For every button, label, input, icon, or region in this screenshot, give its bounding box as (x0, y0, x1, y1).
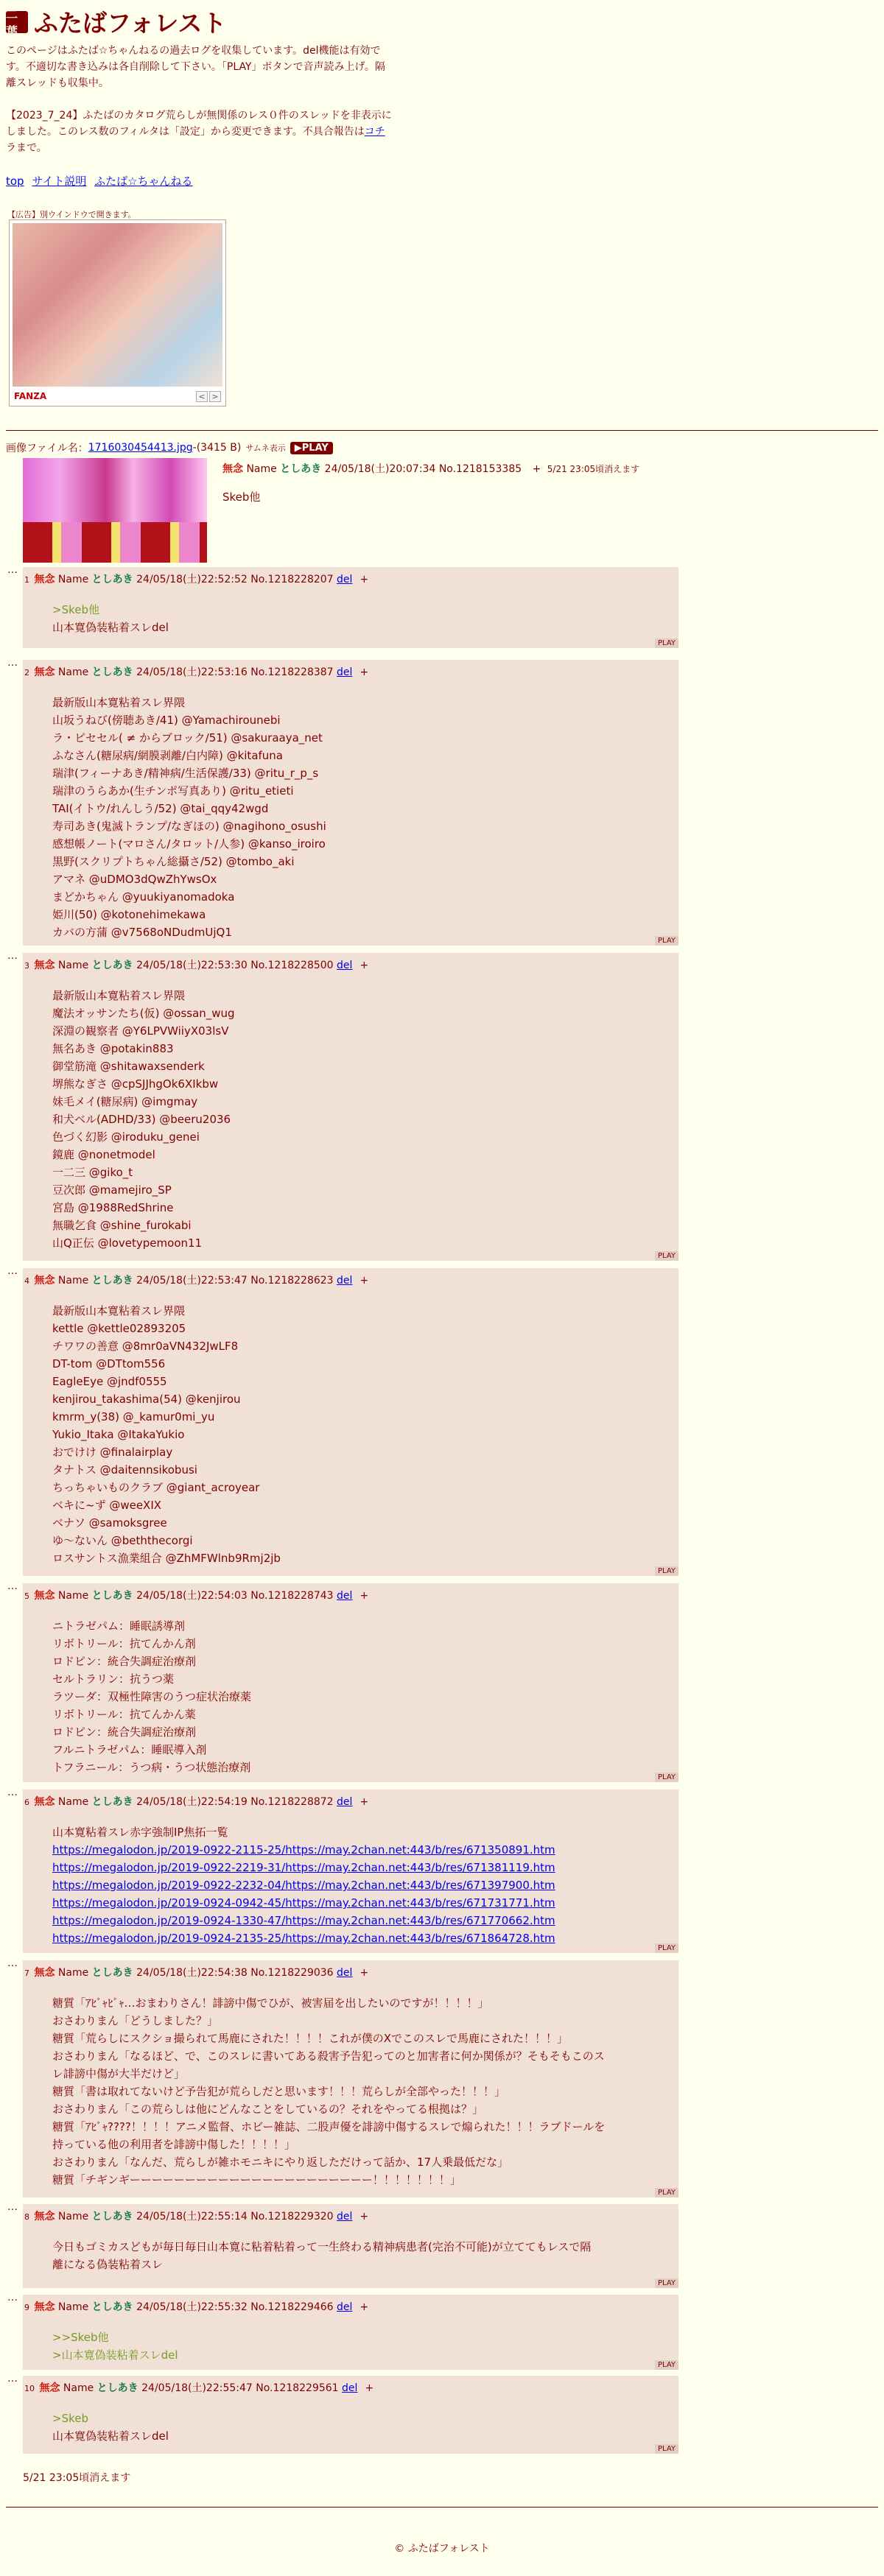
op-datetime: 24/05/18(土)20:07:34 (324, 463, 436, 475)
ad-label: 【広告】別ウインドウで開きます。 (7, 210, 136, 219)
reply-line: Yukio_Itaka @ItakaYukio (52, 1428, 185, 1441)
reply-line: 豆次郎 @mamejiro_SP (52, 1183, 172, 1197)
reply-quote-line: >山本寛偽装粘着スレdel (52, 2348, 178, 2362)
reply-link[interactable]: https://megalodon.jp/2019-0922-2232-04/https://may.2chan.net:443/b/res/671397900.htm (52, 1879, 555, 1892)
reply-number[interactable]: No.1218228387 (250, 666, 334, 678)
reply-name: としあき (91, 574, 133, 585)
reply-dots: … (7, 1957, 18, 1969)
reply-index: 5 (24, 1591, 29, 1601)
reply-line: 堺熊なぎさ @cpSJJhgOk6XIkbw (52, 1077, 219, 1091)
reply-datetime: 24/05/18(土)22:55:47 (141, 2382, 253, 2394)
reply-quote-line: >>Skeb他 (52, 2331, 109, 2344)
reply-header (24, 1965, 368, 1979)
reply-subject: 無念 (34, 1590, 55, 1602)
reply-plus-button[interactable]: + (359, 2211, 369, 2223)
reply-name: としあき (91, 1967, 133, 1979)
notice-text (6, 108, 448, 156)
notice-contact-link[interactable]: コチ (364, 126, 385, 138)
reply-del-link[interactable]: del (337, 1796, 353, 1808)
reply-post (23, 2295, 678, 2370)
reply-index: 3 (24, 961, 29, 971)
reply-del-link[interactable]: del (337, 1967, 353, 1979)
reply-number[interactable]: No.1218228743 (250, 1590, 334, 1602)
reply-line: 魔法オッサンたち(仮) @ossan_wug (52, 1007, 235, 1020)
reply-line: トフラニール：うつ病・うつ状態治療剤 (52, 1761, 251, 1774)
ad-banner[interactable] (9, 219, 226, 407)
file-size: -(3415 B) (192, 442, 242, 454)
reply-line: リボトリール：抗てんかん薬 (52, 1708, 196, 1721)
reply-line: 山坂うねび(傍聴あき/41) @Yamachirounebi (52, 714, 281, 727)
reply-quote-line: >Skeb (52, 2412, 88, 2425)
reply-dots: … (7, 950, 18, 962)
reply-index: 10 (24, 2384, 35, 2393)
reply-line: セルトラリン：抗うつ薬 (52, 1672, 175, 1686)
reply-header (24, 2209, 368, 2223)
file-label: 画像ファイル名： (6, 443, 88, 454)
op-body: Skeb他 (222, 490, 261, 504)
reply-line: 御堂筋滝 @shitawaxsenderk (52, 1060, 205, 1073)
reply-line: チワワの善意 @8mr0aVN432JwLF8 (52, 1340, 239, 1353)
reply-body (52, 2238, 591, 2273)
reply-line: 山本寛偽装粘着スレdel (52, 621, 169, 634)
op-expire: 5/21 23:05頃消えます (547, 464, 640, 474)
reply-plus-button[interactable]: + (359, 574, 369, 585)
reply-name-label: Name (57, 960, 89, 971)
reply-subject: 無念 (34, 2211, 55, 2223)
reply-name: としあき (91, 666, 133, 678)
ad-image[interactable] (13, 223, 222, 387)
notice-line (6, 124, 448, 140)
reply-body (52, 1994, 605, 2189)
reply-line: おさわりまん「この荒らしは他にどんなことをしているの？それをやってる根拠は？」 (52, 2102, 484, 2116)
reply-subject: 無念 (34, 960, 55, 971)
reply-line: 最新版山本寛粘着スレ界隈 (52, 1304, 186, 1317)
reply-line: おさわりまん「なんだ、荒らしが雑ホモニキにやり返しただけって話か、17人乗最低だな」 (52, 2156, 509, 2169)
reply-header (24, 1588, 368, 1602)
reply-name: としあき (97, 2382, 138, 2394)
site-header (6, 4, 226, 39)
reply-line: ロスサントス漁業組合 @ZhMFWlnb9Rmj2jb (52, 1552, 281, 1565)
reply-line: おさわりまん「なるほど、で、このスレに書いてある殺害予告犯ってのと加害者に何か関係が？そもそもこのス (52, 2049, 605, 2063)
reply-name-label: Name (57, 2301, 89, 2313)
reply-line: EagleEye @jndf0555 (52, 1375, 167, 1388)
reply-dots: … (7, 2373, 18, 2385)
reply-line: アマネ @uDMO3dQwZhYwsOx (52, 873, 217, 886)
reply-index: 4 (24, 1276, 29, 1286)
reply-name-label: Name (57, 666, 89, 678)
reply-line: 深淵の観察者 @Y6LPVWiiyX03lsV (52, 1024, 229, 1038)
intro-line: 離スレッドも収集中。 (6, 77, 109, 89)
reply-line: ベナソ @samoksgree (52, 1516, 167, 1530)
expire-notice: 5/21 23:05頃消えます (23, 2472, 131, 2484)
reply-play-button[interactable]: PLAY (655, 2360, 678, 2370)
reply-datetime: 24/05/18(土)22:54:19 (136, 1796, 248, 1808)
reply-index: 1 (24, 575, 29, 585)
reply-post (23, 1268, 678, 1576)
reply-dots: … (7, 1265, 18, 1277)
reply-name-label: Name (57, 2211, 89, 2223)
reply-header (24, 1794, 368, 1809)
reply-line: フルニトラゼパム：睡眠導入剤 (52, 1743, 207, 1756)
reply-line: 最新版山本寛粘着スレ界隈 (52, 696, 186, 709)
footer: © ふたばフォレスト (394, 2543, 490, 2555)
op-image-figures (23, 522, 207, 563)
op-image[interactable] (23, 458, 207, 563)
notice-line: ラまで。 (6, 142, 47, 154)
reply-post (23, 1960, 678, 2197)
reply-name-label: Name (57, 1796, 89, 1808)
reply-name: としあき (91, 1590, 133, 1602)
reply-plus-button[interactable]: + (359, 666, 369, 678)
nav-top-link[interactable]: top (6, 175, 24, 188)
reply-body (52, 1302, 281, 1567)
reply-dots: … (7, 1787, 18, 1798)
op-plus-button[interactable]: + (532, 463, 541, 475)
reply-play-button[interactable]: PLAY (655, 1943, 678, 1953)
reply-datetime: 24/05/18(土)22:55:32 (136, 2301, 248, 2313)
reply-link[interactable]: https://megalodon.jp/2019-0924-2135-25/https://may.2chan.net:443/b/res/671864728.htm (52, 1932, 555, 1945)
reply-name: としあき (91, 960, 133, 971)
reply-subject: 無念 (34, 666, 55, 678)
reply-line: 無名あき @potakin883 (52, 1042, 174, 1055)
reply-datetime: 24/05/18(土)22:52:52 (136, 574, 248, 585)
reply-plus-button[interactable]: + (359, 1275, 369, 1287)
reply-line: おでけけ @finalairplay (52, 1446, 173, 1459)
ad-nav (194, 391, 221, 402)
reply-subject: 無念 (34, 2301, 55, 2313)
reply-play-button[interactable]: PLAY (655, 1773, 678, 1782)
reply-body (52, 694, 326, 941)
reply-dots: … (7, 564, 18, 576)
reply-body (52, 601, 169, 636)
reply-datetime: 24/05/18(土)22:53:47 (136, 1275, 248, 1287)
reply-name: としあき (91, 1796, 133, 1808)
reply-line: 糖質「ｱﾋﾞｬ????！！！！アニメ監督、ホビー雑誌、二股声優を誹謗中傷するスレで煽られた！！！ラブドールを (52, 2120, 606, 2133)
reply-line: ちっちゃいものクラブ @giant_acroyear (52, 1481, 260, 1494)
reply-post (23, 2376, 678, 2454)
reply-line: 鏡鹿 @nonetmodel (52, 1148, 155, 1161)
nav-futaba-link[interactable]: ふたば☆ちゃんねる (94, 175, 193, 188)
reply-name: としあき (91, 2301, 133, 2313)
reply-line: kettle @kettle02893205 (52, 1322, 186, 1335)
reply-line: kmrm_y(38) @_kamur0mi_yu (52, 1410, 215, 1424)
reply-line: 色づく幻影 @iroduku_genei (52, 1130, 200, 1144)
reply-number[interactable]: No.1218229036 (250, 1967, 334, 1979)
intro-text (6, 43, 448, 91)
reply-datetime: 24/05/18(土)22:54:38 (136, 1967, 248, 1979)
reply-index: 2 (24, 668, 29, 678)
reply-post (23, 2204, 678, 2288)
op-number[interactable]: No.1218153385 (438, 463, 522, 475)
reply-header (24, 571, 368, 586)
reply-line: 持っている他の利用者を誹謗中傷した！！！！」 (52, 2138, 296, 2151)
reply-plus-button[interactable]: + (365, 2382, 374, 2394)
nav-links (6, 173, 197, 189)
reply-line: 寿司あき(鬼滅トランプ/なぎほの) @nagihono_osushi (52, 820, 326, 833)
reply-name-label: Name (57, 574, 89, 585)
file-info (6, 440, 333, 455)
reply-line: ベキに~ず @weeXIX (52, 1499, 162, 1512)
reply-link[interactable]: https://megalodon.jp/2019-0922-2115-25/https://may.2chan.net:443/b/res/671350891.htm (52, 1843, 555, 1857)
reply-line: 山本寛偽装粘着スレdel (52, 2429, 169, 2443)
ad-next-button[interactable]: > (209, 391, 221, 402)
reply-dots: … (7, 1580, 18, 1592)
reply-name-label: Name (63, 2382, 94, 2394)
reply-line: 黒野(スクリプトちゃん総攝さ/52) @tombo_aki (52, 855, 295, 868)
ad-prev-button[interactable]: < (196, 391, 208, 402)
reply-index: 9 (24, 2303, 29, 2312)
reply-header (24, 2299, 368, 2314)
reply-play-button[interactable]: PLAY (655, 1251, 678, 1261)
logo-text: 二葉 (6, 7, 18, 38)
reply-line: 山Q正伝 @lovetypemoon11 (52, 1236, 203, 1250)
reply-subject: 無念 (34, 1275, 55, 1287)
reply-del-link[interactable]: del (337, 2301, 353, 2313)
reply-post (23, 1790, 678, 1953)
reply-line: リボトリール：抗てんかん剤 (52, 1637, 196, 1650)
op-name: としあき (280, 463, 322, 475)
op-name-label: Name (246, 463, 277, 475)
site-logo-icon[interactable] (6, 7, 28, 38)
reply-number[interactable]: No.1218228623 (250, 1275, 334, 1287)
reply-line: ニトラゼパム：睡眠誘導剤 (52, 1619, 186, 1633)
reply-del-link[interactable]: del (337, 666, 353, 678)
reply-number[interactable]: No.1218228207 (250, 574, 334, 585)
reply-play-button[interactable]: PLAY (655, 2278, 678, 2288)
reply-subject: 無念 (34, 574, 55, 585)
reply-name: としあき (91, 1275, 133, 1287)
divider (6, 430, 878, 431)
reply-number[interactable]: No.1218229466 (250, 2301, 334, 2313)
reply-name-label: Name (57, 1275, 89, 1287)
notice-line: 【2023_7_24】ふたばのカタログ荒らしが無関係のレス０件のスレッドを非表示に (6, 110, 392, 122)
reply-line: 瑞津(フィーナあき/精神病/生活保護/33) @ritu_r_p_s (52, 767, 319, 780)
op-subject: 無念 (222, 463, 243, 475)
nav-about-link[interactable]: サイト説明 (32, 175, 87, 188)
intro-line: このページはふたば☆ちゃんねるの過去ログを収集しています。del機能は有効で (6, 45, 381, 57)
reply-header (24, 2380, 373, 2395)
reply-line: ロドピン：統合失調症治療剤 (52, 1655, 197, 1668)
reply-line: 今日もゴミカスどもが毎日毎日山本寛に粘着粘着って一生終わる精神病患者(完治不可能)が立ててもレスで隔 (52, 2240, 592, 2253)
reply-name: としあき (91, 2211, 133, 2223)
reply-dots: … (7, 2292, 18, 2304)
reply-body (52, 2410, 169, 2445)
reply-line: 最新版山本寛粘着スレ界隈 (52, 989, 186, 1002)
reply-play-button[interactable]: PLAY (655, 1566, 678, 1576)
reply-dots: … (7, 2201, 18, 2213)
reply-line: 和犬ベル(ADHD/33) @beeru2036 (52, 1113, 231, 1126)
reply-post (23, 1583, 678, 1782)
reply-subject: 無念 (34, 1967, 55, 1979)
reply-header (24, 664, 368, 679)
reply-subject: 無念 (39, 2382, 60, 2394)
reply-del-link[interactable]: del (342, 2382, 358, 2394)
reply-datetime: 24/05/18(土)22:54:03 (136, 1590, 248, 1602)
reply-del-link[interactable]: del (337, 960, 353, 971)
reply-line: 感想帳ノート(マロさん/タロット/人参) @kanso_iroiro (52, 837, 326, 851)
reply-subject: 無念 (34, 1796, 55, 1808)
reply-name-label: Name (57, 1967, 89, 1979)
reply-play-button[interactable]: PLAY (655, 936, 678, 946)
reply-number[interactable]: No.1218229320 (250, 2211, 334, 2223)
reply-number[interactable]: No.1218229561 (256, 2382, 339, 2394)
reply-play-button[interactable]: PLAY (655, 2444, 678, 2454)
reply-del-link[interactable]: del (337, 2211, 353, 2223)
reply-plus-button[interactable]: + (359, 1590, 369, 1602)
reply-line: 離になる偽装粘着スレ (52, 2258, 164, 2271)
reply-line: 宮島 @1988RedShrine (52, 1201, 174, 1214)
reply-post (23, 567, 678, 648)
reply-index: 6 (24, 1798, 29, 1807)
divider (6, 2507, 878, 2508)
reply-plus-button[interactable]: + (359, 1967, 369, 1979)
ad-brand: FANZA (14, 391, 47, 401)
reply-line: kenjirou_takashima(54) @kenjirou (52, 1393, 241, 1406)
reply-body (52, 2329, 178, 2364)
reply-line: ゆ～ないん @beththecorgi (52, 1534, 193, 1547)
reply-line: 糖質「チギンギーーーーーーーーーーーーーーーーーーーーーー！！！！！！！」 (52, 2173, 461, 2186)
reply-link[interactable]: https://megalodon.jp/2019-0924-0942-45/https://may.2chan.net:443/b/res/671731771.htm (52, 1896, 555, 1910)
reply-datetime: 24/05/18(土)22:53:30 (136, 960, 248, 971)
intro-line: す。不適切な書き込みは各自削除して下さい。「PLAY」ボタンで音声読み上げ。隔 (6, 61, 385, 73)
reply-line: 妹毛メイ(糖尿病) @imgmay (52, 1095, 198, 1108)
reply-line: ふなさん(糖尿病/網膜剥離/白内障) @kitafuna (52, 749, 283, 762)
reply-line: TAI(イトウ/れんしう/52) @tai_qqy42wgd (52, 802, 269, 815)
thumb-toggle[interactable]: サムネ表示 (245, 443, 286, 453)
reply-number[interactable]: No.1218228872 (250, 1796, 334, 1808)
reply-number[interactable]: No.1218228500 (250, 960, 334, 971)
reply-line: レ誹謗中傷が大半だけど」 (52, 2067, 186, 2080)
reply-line: まどかちゃん @yuukiyanomadoka (52, 890, 235, 904)
reply-name-label: Name (57, 1590, 89, 1602)
reply-header (24, 957, 368, 972)
reply-line: ラ・ピセセル( ≠ からブロック/51) @sakuraaya_net (52, 731, 323, 745)
reply-del-link[interactable]: del (337, 1275, 353, 1287)
reply-line: 無職乞食 @shine_furokabi (52, 1219, 192, 1232)
reply-index: 7 (24, 1968, 29, 1978)
site-title[interactable]: ふたばフォレスト (34, 9, 227, 38)
reply-del-link[interactable]: del (337, 1590, 353, 1602)
reply-line: 山本寛粘着スレ赤字強制IP焦拓一覧 (52, 1826, 228, 1839)
reply-link[interactable]: https://megalodon.jp/2019-0922-2219-31/https://may.2chan.net:443/b/res/671381119.htm (52, 1861, 555, 1874)
reply-line: ラツーダ：双極性障害のうつ症状治療薬 (52, 1690, 252, 1703)
reply-datetime: 24/05/18(土)22:53:16 (136, 666, 248, 678)
reply-plus-button[interactable]: + (359, 2301, 369, 2313)
reply-plus-button[interactable]: + (359, 1796, 369, 1808)
reply-del-link[interactable]: del (337, 574, 353, 585)
op-header (222, 461, 639, 476)
reply-line: 瑞津のうらあか(生チンポ写真あり) @ritu_etieti (52, 784, 294, 798)
notice-line-text: しました。このレス数のフィルタは「設定」から変更できます。不具合報告は (6, 126, 365, 138)
reply-datetime: 24/05/18(土)22:55:14 (136, 2211, 248, 2223)
reply-body (52, 987, 235, 1252)
reply-quote-line: >Skeb他 (52, 603, 99, 616)
reply-line: タナトス @daitennsikobusi (52, 1463, 197, 1477)
reply-line: 糖質「荒らしにスクショ撮られて馬鹿にされた！！！！これが僕のXでこのスレで馬鹿にされた！！！」 (52, 2032, 568, 2045)
op-play-button[interactable]: ▶PLAY (290, 442, 333, 454)
file-link[interactable]: 1716030454413.jpg (88, 442, 193, 454)
reply-body (52, 1617, 251, 1776)
reply-line: ロドピン：統合失調症治療剤 (52, 1725, 197, 1739)
reply-plus-button[interactable]: + (359, 960, 369, 971)
reply-line: カバの方蒲 @v7568oNDudmUjQ1 (52, 926, 232, 939)
reply-play-button[interactable]: PLAY (655, 638, 678, 648)
reply-post (23, 660, 678, 946)
reply-post (23, 953, 678, 1261)
reply-index: 8 (24, 2212, 29, 2222)
reply-line: おさわりまん「どうしました？」 (52, 2014, 219, 2027)
reply-line: 姫川(50) @kotonehimekawa (52, 908, 206, 921)
reply-header (24, 1273, 368, 1287)
reply-dots: … (7, 657, 18, 669)
reply-line: 糖質「書は取れてないけど予告犯が荒らしだと思います！！！荒らしが全部やった！！！」 (52, 2085, 506, 2098)
reply-body (52, 1823, 555, 1947)
reply-play-button[interactable]: PLAY (655, 2188, 678, 2197)
reply-line: 糖質「ｱﾋﾞｬﾋﾞｬ…おまわりさん！誹謗中傷でひが、被害届を出したいのですが！！！！」 (52, 1996, 489, 2010)
reply-link[interactable]: https://megalodon.jp/2019-0924-1330-47/https://may.2chan.net:443/b/res/671770662.htm (52, 1914, 555, 1927)
reply-line: 一二三 @giko_t (52, 1166, 133, 1179)
reply-line: DT-tom @DTtom556 (52, 1357, 166, 1370)
